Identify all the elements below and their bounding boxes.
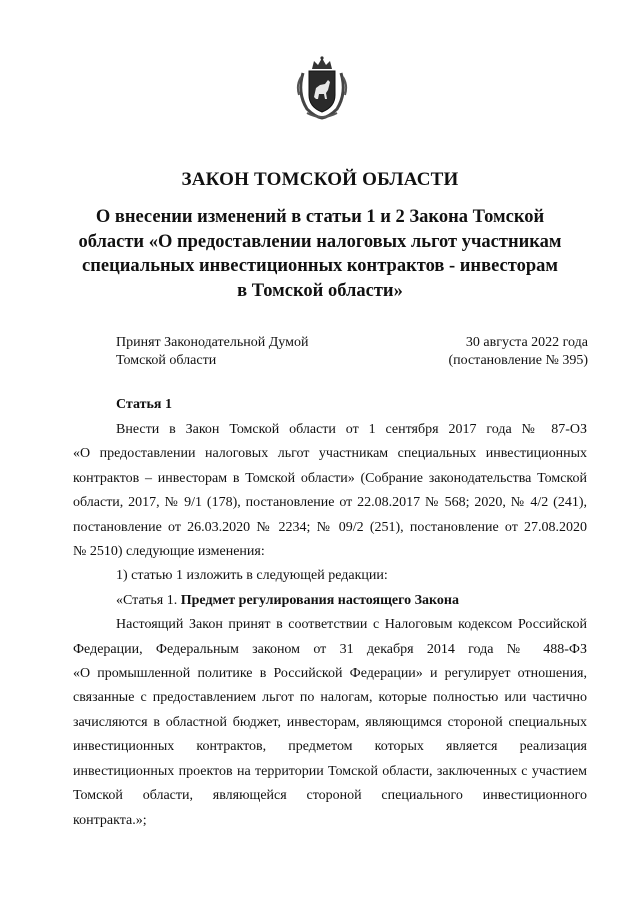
paragraph-line: «О промышленной политике в Российской Федерации» и регулирует отношения, [73,666,587,682]
paragraph-line: связанные с предоставлением льгот по налогам, которые полностью или частично [73,690,587,706]
adopted-by-line: Томской области [116,352,217,368]
adopted-by-line: Принят Законодательной Думой [116,335,309,350]
adoption-date: 30 августа 2022 года [465,335,588,350]
paragraph-line: инвестиционных проектов на территории Томской области, заключенных с участием [73,763,587,779]
article-body [73,418,587,833]
resolution-number: (постановление № 395) [448,352,588,368]
amendment-item: 1) статью 1 изложить в следующей редакции: [116,568,388,584]
law-subject [70,205,570,303]
subject-line: специальных инвестиционных контрактов - инвесторам [82,256,558,276]
tomsk-coat-of-arms-icon [295,55,349,121]
paragraph-line: постановление от 26.03.2020 № 2234; № 09/2 (251), постановление от 27.08.2020 [73,519,587,535]
paragraph-line: контракта.»; [73,812,147,828]
paragraph-line: «О предоставлении налоговых льгот участникам специальных инвестиционных [73,446,587,462]
law-title: ЗАКОН ТОМСКОЙ ОБЛАСТИ [181,169,459,190]
paragraph-line: Внести в Закон Томской области от 1 сентября 2017 года № 87-ОЗ [116,422,587,437]
paragraph-line: № 2510) следующие изменения: [73,544,265,560]
article-heading: Статья 1 [116,397,172,412]
paragraph-line: Федерации, Федеральным законом от 31 декабря 2014 года № 488-ФЗ [73,641,587,657]
paragraph-line: зачисляются в областной бюджет, инвесторам, являющимся стороной специальных [73,714,587,730]
subject-line: в Томской области» [237,280,403,301]
paragraph-line: Настоящий Закон принят в соответствии с Налоговым кодексом Российской [116,617,587,633]
paragraph-line: контрактов – инвесторам в Томской области» (Собрание законодательства Томской [73,470,587,486]
quoted-article-prefix: «Статья 1. [116,592,178,608]
paragraph-line: инвестиционных контрактов, предметом которых является реализация [73,739,587,755]
subject-line: О внесении изменений в статьи 1 и 2 Закона Томской [95,207,545,227]
quoted-article-title: Предмет регулирования настоящего Закона [180,592,459,608]
paragraph-line: Томской области, являющейся стороной специального инвестиционного [73,788,587,804]
subject-line: области «О предоставлении налоговых льгот участникам [78,231,562,252]
paragraph-line: области, 2017, № 9/1 (178), постановление от 22.08.2017 № 568; 2020, № 4/2 (241), [73,495,587,511]
adopted-by-block [116,334,308,369]
quoted-article-heading [73,589,587,613]
adoption-date-block [448,334,588,369]
